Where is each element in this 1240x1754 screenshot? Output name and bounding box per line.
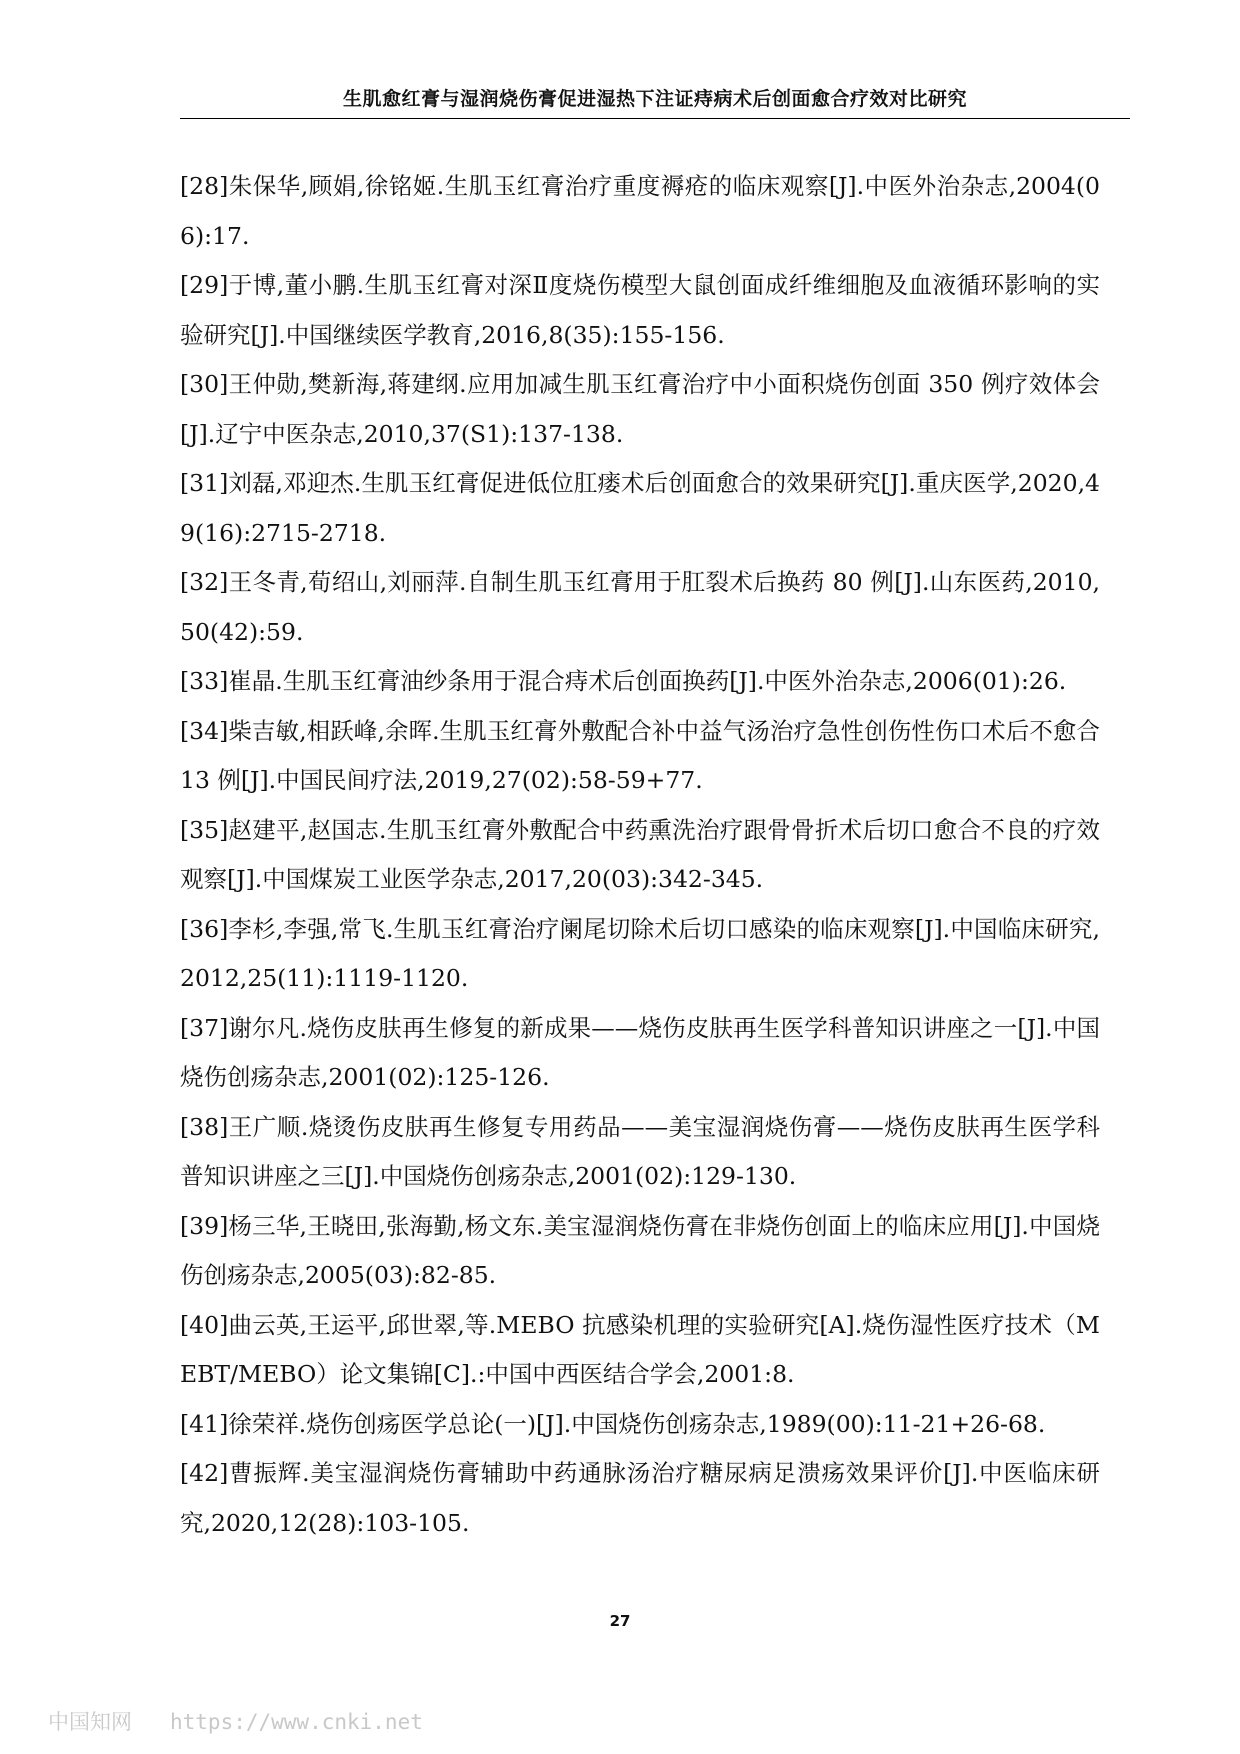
- reference-item: [36]李杉,李强,常飞.生肌玉红膏治疗阑尾切除术后切口感染的临床观察[J].中国临床研究,2012,25(11):1119-1120.: [180, 914, 1100, 992]
- reference-item: [28]朱保华,顾娟,徐铭姬.生肌玉红膏治疗重度褥疮的临床观察[J].中医外治杂志,2004(06):17.: [180, 172, 1100, 250]
- reference-list: [180, 162, 1100, 1548]
- watermark: [48, 1706, 423, 1736]
- reference-item: [42]曹振辉.美宝湿润烧伤膏辅助中药通脉汤治疗糖尿病足溃疡效果评价[J].中医临床研究,2020,12(28):103-105.: [180, 1459, 1100, 1537]
- reference-item: [29]于博,董小鹏.生肌玉红膏对深Ⅱ度烧伤模型大鼠创面成纤维细胞及血液循环影响的实验研究[J].中国继续医学教育,2016,8(35):155-156.: [180, 271, 1100, 349]
- reference-item: [30]王仲勋,樊新海,蒋建纲.应用加减生肌玉红膏治疗中小面积烧伤创面 350 例疗效体会[J].辽宁中医杂志,2010,37(S1):137-138.: [180, 370, 1100, 448]
- reference-item: [38]王广顺.烧烫伤皮肤再生修复专用药品——美宝湿润烧伤膏——烧伤皮肤再生医学科普知识讲座之三[J].中国烧伤创疡杂志,2001(02):129-130.: [180, 1112, 1100, 1190]
- reference-item: [41]徐荣祥.烧伤创疡医学总论(一)[J].中国烧伤创疡杂志,1989(00):11-21+26-68.: [180, 1409, 1046, 1438]
- reference-item: [40]曲云英,王运平,邱世翠,等.MEBO 抗感染机理的实验研究[A].烧伤湿性医疗技术（MEBT/MEBO）论文集锦[C].:中国中西医结合学会,2001:8.: [180, 1310, 1100, 1388]
- reference-item: [35]赵建平,赵国志.生肌玉红膏外敷配合中药熏洗治疗跟骨骨折术后切口愈合不良的疗效观察[J].中国煤炭工业医学杂志,2017,20(03):342-345.: [180, 815, 1100, 893]
- page-number: 27: [609, 1612, 631, 1630]
- reference-item: [32]王冬青,荀绍山,刘丽萍.自制生肌玉红膏用于肛裂术后换药 80 例[J].山东医药,2010,50(42):59.: [180, 568, 1100, 646]
- header-title: 生肌愈红膏与湿润烧伤膏促进湿热下注证痔病术后创面愈合疗效对比研究: [342, 88, 967, 110]
- watermark-url: https://www.cnki.net: [170, 1710, 423, 1734]
- reference-item: [37]谢尔凡.烧伤皮肤再生修复的新成果——烧伤皮肤再生医学科普知识讲座之一[J].中国烧伤创疡杂志,2001(02):125-126.: [180, 1013, 1100, 1091]
- reference-item: [33]崔晶.生肌玉红膏油纱条用于混合痔术后创面换药[J].中医外治杂志,2006(01):26.: [180, 667, 1067, 695]
- reference-item: [39]杨三华,王晓田,张海勤,杨文东.美宝湿润烧伤膏在非烧伤创面上的临床应用[J].中国烧伤创疡杂志,2005(03):82-85.: [180, 1211, 1100, 1289]
- watermark-site-name: 中国知网: [48, 1710, 132, 1734]
- reference-item: [34]柴吉敏,相跃峰,余晖.生肌玉红膏外敷配合补中益气汤治疗急性创伤性伤口术后不愈合 13 例[J].中国民间疗法,2019,27(02):58-59+77.: [180, 716, 1100, 794]
- reference-item: [31]刘磊,邓迎杰.生肌玉红膏促进低位肛瘘术后创面愈合的效果研究[J].重庆医学,2020,49(16):2715-2718.: [180, 469, 1100, 547]
- running-header: [180, 82, 1130, 119]
